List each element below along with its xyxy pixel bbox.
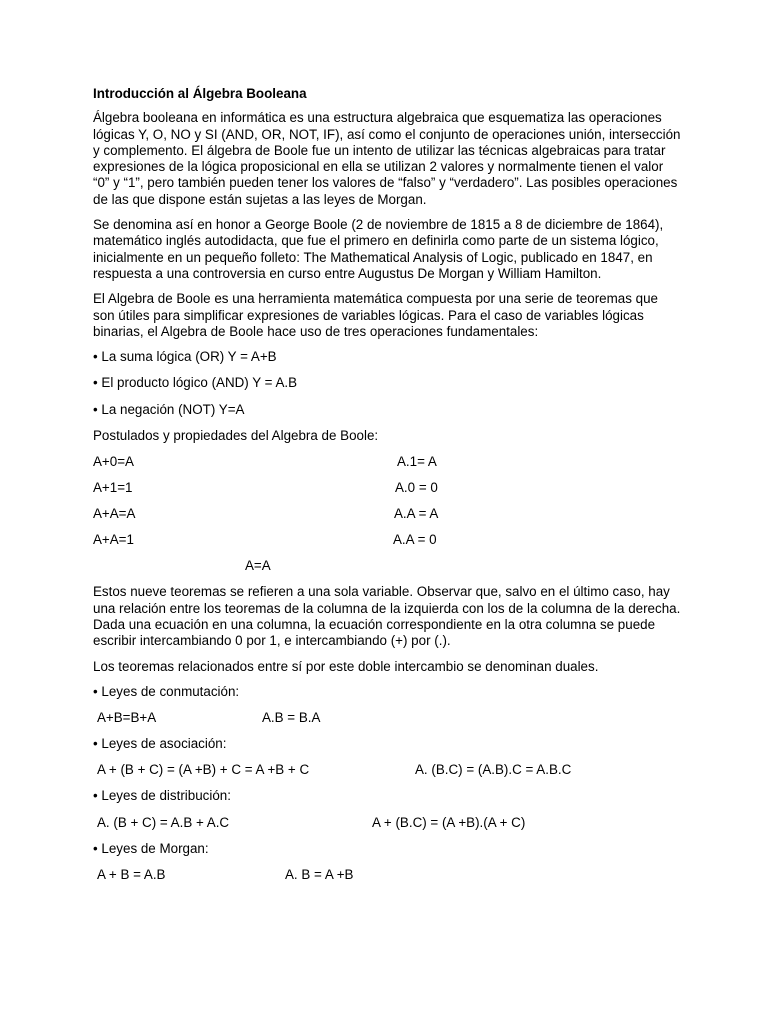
postulate-center: A=A bbox=[245, 558, 271, 574]
law-row bbox=[93, 867, 683, 883]
postulates-heading: Postulados y propiedades del Algebra de Boole: bbox=[93, 428, 379, 444]
law-heading-distribution: • Leyes de distribución: bbox=[93, 788, 231, 804]
postulate-right: A.A = 0 bbox=[393, 532, 437, 548]
postulate-row bbox=[93, 506, 683, 522]
law-heading-commutation: • Leyes de conmutación: bbox=[93, 683, 240, 699]
operation-and: • El producto lógico (AND) Y = A.B bbox=[93, 375, 298, 391]
postulate-row bbox=[93, 558, 683, 574]
law-heading-association: • Leyes de asociación: bbox=[93, 736, 227, 752]
law-row bbox=[93, 762, 683, 778]
document-body bbox=[93, 86, 683, 893]
law-right: A + (B.C) = (A +B).(A + C) bbox=[372, 814, 526, 830]
law-left: A + B = A.B bbox=[97, 867, 166, 883]
law-right: A. (B.C) = (A.B).C = A.B.C bbox=[415, 762, 572, 778]
law-row bbox=[93, 815, 683, 831]
paragraph-intro: Álgebra booleana en informática es una estructura algebraica que esquematiza las operaciones lógicas Y, O, NO y SI (AND, OR, NOT, IF), así como el conjunto de operaciones unión, intersección y complemento. El álgebra de Boole fue un intento de utilizar las técnicas algebraicas para tratar expresiones de la lógica proposicional en ella se utilizan 2 valores y normalmente tienen el valor “0” y “1”, pero también pueden tener los valores de “falso” y “verdadero”. Las posibles operaciones de las que dispone están sujetas a las leyes de Morgan. bbox=[93, 110, 681, 207]
postulate-left: A+1=1 bbox=[93, 480, 133, 496]
law-left: A. (B + C) = A.B + A.C bbox=[97, 814, 230, 830]
postulate-right: A.A = A bbox=[394, 506, 439, 522]
postulate-left: A+A=1 bbox=[93, 532, 134, 548]
law-left: A + (B + C) = (A +B) + C = A +B + C bbox=[97, 762, 310, 778]
law-right: A.B = B.A bbox=[262, 710, 321, 726]
operation-not: • La negación (NOT) Y=A bbox=[93, 401, 245, 417]
postulate-left: A+A=A bbox=[93, 506, 136, 522]
paragraph-operations: El Algebra de Boole es una herramienta matemática compuesta por una serie de teoremas que son útiles para simplificar expresiones de variables lógicas. Para el caso de variables lógicas binarias, el Algebra de Boole hace uso de tres operaciones fundamentales: bbox=[93, 291, 658, 339]
operation-or: • La suma lógica (OR) Y = A+B bbox=[93, 349, 277, 365]
postulate-row bbox=[93, 480, 683, 496]
law-row bbox=[93, 710, 683, 726]
paragraph-duals: Los teoremas relacionados entre sí por este doble intercambio se denominan duales. bbox=[93, 658, 599, 674]
postulate-right: A.0 = 0 bbox=[395, 480, 438, 496]
postulate-row bbox=[93, 532, 683, 548]
law-right: A. B = A +B bbox=[285, 867, 354, 883]
postulate-left: A+0=A bbox=[93, 454, 134, 470]
document-title: Introducción al Álgebra Booleana bbox=[93, 86, 307, 101]
paragraph-duality: Estos nueve teoremas se refieren a una sola variable. Observar que, salvo en el último caso, hay una relación entre los teoremas de la columna de la izquierda con los de la columna de la derecha. Dada una ecuación en una columna, la ecuación correspondiente en la otra columna se puede escribir intercambiando 0 por 1, e intercambiando (+) por (.). bbox=[93, 584, 681, 649]
postulate-row bbox=[93, 454, 683, 470]
law-left: A+B=B+A bbox=[97, 710, 157, 726]
law-heading-morgan: • Leyes de Morgan: bbox=[93, 840, 209, 856]
paragraph-history: Se denomina así en honor a George Boole (2 de noviembre de 1815 a 8 de diciembre de 1864), matemático inglés autodidacta, que fue el primero en definirla como parte de un sistema lógico, inicialmente en un pequeño folleto: The Mathematical Analysis of Logic, publicado en 1847, en respuesta a una controversia en curso entre Augustus De Morgan y William Hamilton. bbox=[93, 217, 664, 281]
postulate-right: A.1= A bbox=[397, 454, 437, 470]
